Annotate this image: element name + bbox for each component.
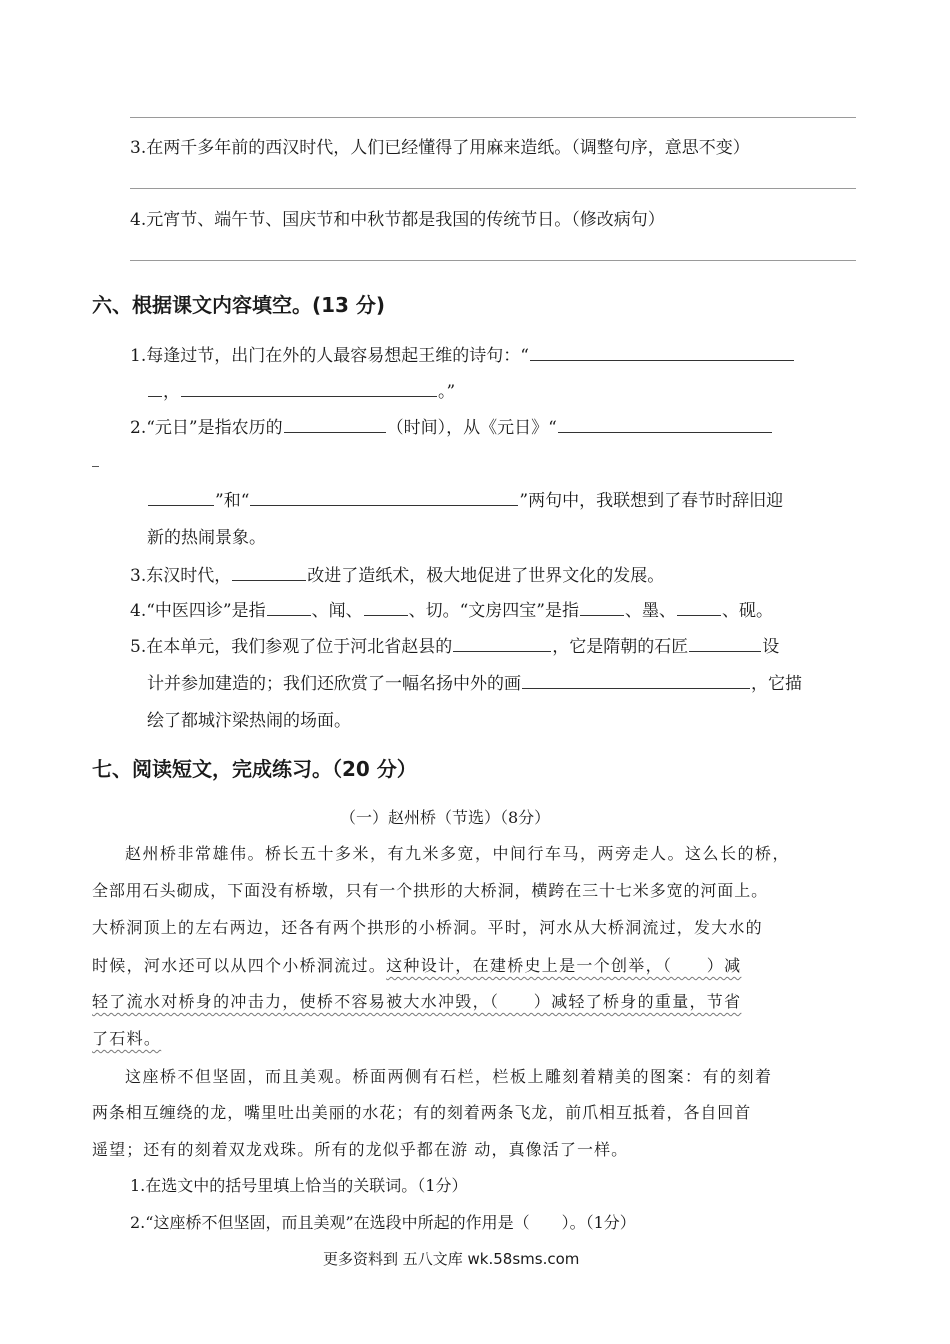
fill-blank[interactable] bbox=[453, 650, 551, 652]
q6-5-text-e: ，它描 bbox=[751, 674, 802, 694]
passage-line: 赵州桥非常雄伟。桥长五十多米，有九米多宽，中间行车马，两旁走人。这么长的桥， bbox=[125, 844, 791, 863]
q6-3-text-a: 3.东汉时代， bbox=[130, 566, 232, 586]
passage-title: （一）赵州桥（节选）（8分） bbox=[340, 808, 551, 827]
fill-blank[interactable] bbox=[267, 614, 311, 616]
q6-4-text-a: 4.“中医四诊”是指 bbox=[130, 601, 266, 621]
question-6-1-cont bbox=[147, 377, 455, 402]
q6-2-text-a: 2.“元日”是指农历的 bbox=[130, 418, 283, 438]
q6-5-text-a: 5.在本单元，我们参观了位于河北省赵县的 bbox=[130, 637, 453, 657]
fill-blank[interactable] bbox=[689, 650, 761, 652]
q6-5-text-d: 计并参加建造的；我们还欣赏了一幅名扬中外的画 bbox=[147, 674, 521, 694]
answer-line-2 bbox=[130, 188, 856, 189]
q6-2-text-d: ”两句中，我联想到了春节时辞旧迎 bbox=[519, 491, 784, 511]
q6-1-text: 1.每逢过节，出门在外的人最容易想起王维的诗句：“ bbox=[130, 346, 529, 366]
question-6-4 bbox=[130, 596, 773, 621]
question-6-5 bbox=[130, 632, 779, 657]
passage-line bbox=[92, 953, 741, 976]
q6-5-text-c: 设 bbox=[762, 637, 780, 657]
question-5-3: 3.在两千多年前的西汉时代，人们已经懂得了用麻来造纸。（调整句序，意思不变） bbox=[130, 138, 750, 158]
fill-blank[interactable] bbox=[284, 431, 386, 433]
answer-line-3 bbox=[130, 260, 856, 261]
passage-line: 全部用石头砌成，下面没有桥墩，只有一个拱形的大桥洞，横跨在三十七米多宽的河面上。 bbox=[92, 881, 769, 900]
passage-wavy-line: 轻了流水对桥身的冲击力，使桥不容易被大水冲毁，（ ）减轻了桥身的重量，节省 bbox=[92, 992, 742, 1011]
passage-wavy-line: 了石料。 bbox=[92, 1029, 162, 1048]
q6-4-text-e: 、砚。 bbox=[722, 601, 773, 621]
passage-line: 两条相互缠绕的龙，嘴里吐出美丽的水花；有的刻着两条飞龙，前爪相互抵着，各自回首 bbox=[92, 1103, 752, 1122]
q6-5-text-b: ，它是隋朝的石匠 bbox=[552, 637, 689, 657]
question-6-2 bbox=[130, 413, 773, 438]
fill-blank[interactable] bbox=[148, 395, 162, 397]
question-6-1 bbox=[130, 341, 795, 366]
q6-4-text-b: 、闻、 bbox=[311, 601, 363, 621]
fill-blank[interactable] bbox=[558, 431, 772, 433]
question-6-5-end: 绘了都城汴梁热闹的场面。 bbox=[147, 711, 351, 731]
q6-3-text-b: 改进了造纸术，极大地促进了世界文化的发展。 bbox=[307, 566, 665, 586]
q6-2-text-c: ”和“ bbox=[215, 491, 250, 511]
question-6-3 bbox=[130, 561, 664, 586]
question-6-5-cont bbox=[147, 669, 802, 694]
fill-blank[interactable] bbox=[677, 614, 721, 616]
q6-4-text-d: 、墨、 bbox=[625, 601, 676, 621]
q6-2-text-b: （时间），从《元日》“ bbox=[386, 418, 557, 438]
question-7-2: 2.“这座桥不但坚固，而且美观”在选段中所起的作用是（ ）。（1分） bbox=[130, 1213, 636, 1232]
question-6-2-end: 新的热闹景象。 bbox=[147, 528, 266, 548]
fill-blank[interactable] bbox=[148, 504, 214, 506]
fill-blank[interactable] bbox=[580, 614, 624, 616]
passage-line: 遥望；还有的刻着双龙戏珠。所有的龙似乎都在游 动，真像活了一样。 bbox=[92, 1140, 629, 1159]
passage-text: 时候，河水还可以从四个小桥洞流过。 bbox=[92, 956, 387, 975]
fill-blank[interactable] bbox=[522, 687, 750, 689]
answer-line-1 bbox=[130, 117, 856, 118]
stray-mark bbox=[92, 466, 99, 467]
fill-blank[interactable] bbox=[364, 614, 408, 616]
footer-text: 更多资料到 五八文库 wk.58sms.com bbox=[323, 1250, 580, 1268]
question-6-2-cont bbox=[147, 486, 783, 511]
passage-wavy-text: 这种设计，在建桥史上是一个创举，（ ）减 bbox=[386, 956, 742, 975]
fill-blank[interactable] bbox=[232, 579, 306, 581]
q6-4-text-c: 、切。“文房四宝”是指 bbox=[408, 601, 579, 621]
passage-line: 大桥洞顶上的左右两边，还各有两个拱形的小桥洞。平时，河水从大桥洞流过，发大水的 bbox=[92, 918, 763, 937]
fill-blank[interactable] bbox=[181, 395, 437, 397]
passage-line: 这座桥不但坚固，而且美观。桥面两侧有石栏，栏板上雕刻着精美的图案：有的刻着 bbox=[125, 1067, 773, 1086]
section-6-title: 六、根据课文内容填空。(13 分) bbox=[92, 293, 386, 317]
section-7-title: 七、阅读短文，完成练习。（20 分） bbox=[92, 757, 417, 781]
question-5-4: 4.元宵节、端午节、国庆节和中秋节都是我国的传统节日。（修改病句） bbox=[130, 210, 665, 230]
q6-1-comma: ， bbox=[163, 382, 180, 402]
fill-blank[interactable] bbox=[530, 359, 794, 361]
fill-blank[interactable] bbox=[250, 504, 518, 506]
question-7-1: 1.在选文中的括号里填上恰当的关联词。（1分） bbox=[130, 1176, 468, 1195]
q6-1-end: 。” bbox=[438, 382, 456, 402]
